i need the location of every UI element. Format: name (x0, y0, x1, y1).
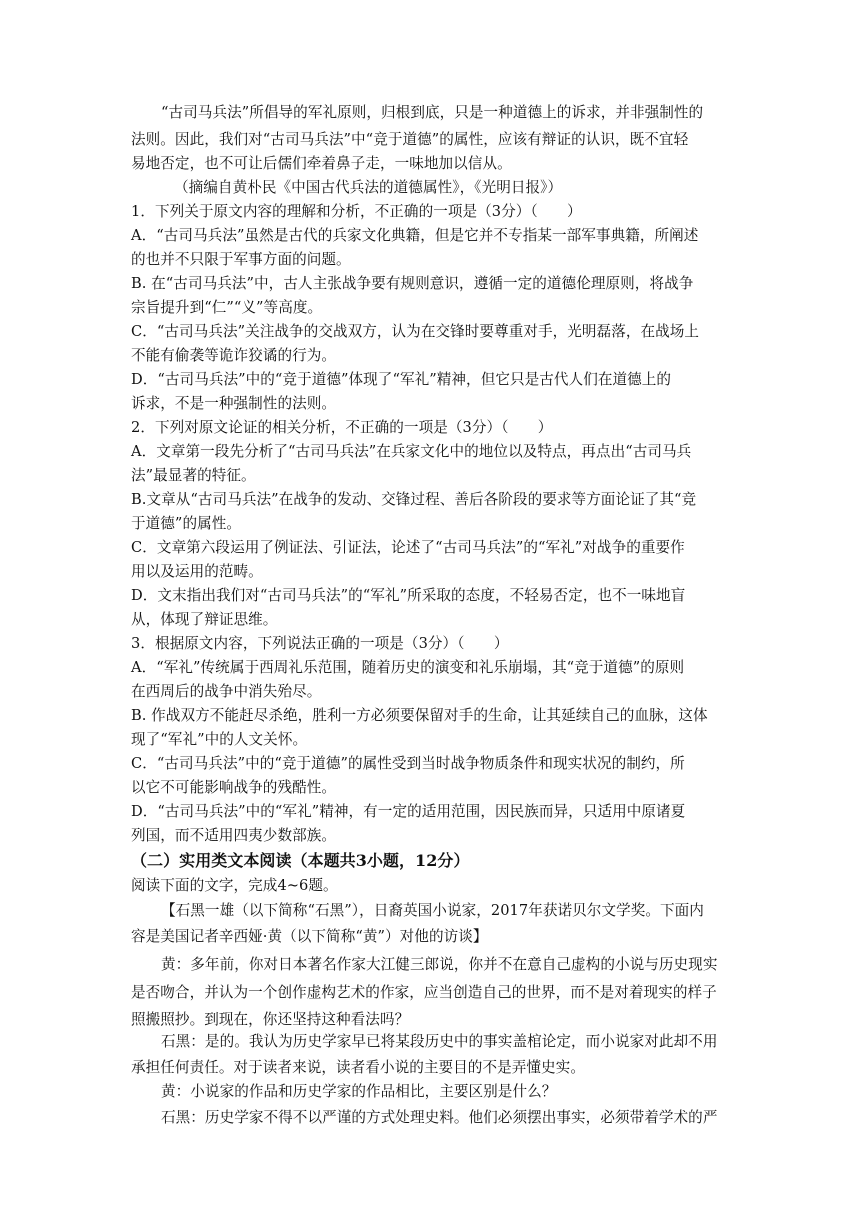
intro-note: 【石黑一雄（以下简称“石黑”），日裔英国小说家，2017年获诺贝尔文学奖。下面内 (161, 902, 704, 919)
text-line: 易地否定，也不可让后儒们牵着鼻子走，一味地加以信从。 (131, 155, 512, 172)
option-2c: 用以及运用的范畴。 (131, 563, 263, 580)
option-1c: C．“古司马兵法”关注战争的交战双方，认为在交锋时要尊重对手，光明磊落，在战场上 (131, 323, 700, 340)
option-2c: C．文章第六段运用了例证法、引证法，论述了“古司马兵法”的“军礼”对战争的重要作 (131, 539, 685, 556)
text-line: 法则。因此，我们对“古司马兵法”中“竞于道德”的属性，应该有辩证的认识，既不宜轻 (131, 131, 689, 148)
question-3: 3．根据原文内容，下列说法正确的一项是（3分）（ ） (131, 635, 509, 652)
option-1c: 不能有偷袭等诡诈狡谲的行为。 (131, 347, 337, 364)
option-3b: B. 作战双方不能赶尽杀绝，胜利一方必须要保留对手的生命，让其延续自己的血脉，这体 (131, 707, 708, 724)
option-3d: 列国，而不适用四夷少数部族。 (131, 827, 337, 844)
question-1: 1．下列关于原文内容的理解和分析，不正确的一项是（3分）（ ） (131, 203, 582, 220)
option-2a: 法”最显著的特征。 (131, 467, 256, 484)
text-line: “古司马兵法”所倡导的军礼原则，归根到底，只是一种道德上的诉求，并非强制性的 (161, 104, 704, 121)
option-1d: 诉求，不是一种强制性的法则。 (131, 395, 337, 412)
option-3c: C．“古司马兵法”中的“竞于道德”的属性受到当时战争物质条件和现实状况的制约，所 (131, 755, 685, 772)
option-3a: A．“军礼”传统属于西周礼乐范围，随着历史的演变和礼乐崩塌，其“竞于道德”的原则 (131, 659, 685, 676)
option-1d: D．“古司马兵法”中的“竞于道德”体现了“军礼”精神，但它只是古代人们在道德上的 (131, 371, 672, 388)
option-2a: A．文章第一段先分析了“古司马兵法”在兵家文化中的地位以及特点，再点出“古司马兵 (131, 443, 692, 460)
option-2d: 从，体现了辩证思维。 (131, 611, 278, 628)
interview-line: 是否吻合，并认为一个创作虚构艺术的作家，应当创造自己的世界，而不是对着现实的样子 (131, 984, 717, 1001)
interview-line: 石黑：是的。我认为历史学家早已将某段历史中的事实盖棺论定，而小说家对此却不用 (161, 1033, 718, 1050)
interview-line: 承担任何责任。对于读者来说，读者看小说的主要目的不是弄懂史实。 (131, 1059, 585, 1076)
option-2b: B.文章从“古司马兵法”在战争的发动、交锋过程、善后各阶段的要求等方面论证了其“竞 (131, 491, 697, 508)
interview-line: 黄：多年前，你对日本著名作家大江健三郎说，你并不在意自己虚构的小说与历史现实 (161, 956, 718, 973)
option-3b: 现了“军礼”中的人文关怀。 (131, 731, 308, 748)
section-heading: （二）实用类文本阅读（本题共3小题，12分） (131, 851, 470, 870)
instruction: 阅读下面的文字，完成4~6题。 (131, 877, 338, 894)
intro-note: 容是美国记者辛西娅·黄（以下简称“黄”）对他的访谈】 (131, 928, 488, 945)
option-3d: D．“古司马兵法”中的“军礼”精神，有一定的适用范围，因民族而异，只适用中原诸夏 (131, 803, 686, 820)
option-1a: 的也并不只限于军事方面的问题。 (131, 251, 351, 268)
interview-line: 石黑：历史学家不得不以严谨的方式处理史料。他们必须摆出事实，必须带着学术的严 (161, 1109, 718, 1126)
option-3a: 在西周后的战争中消失殆尽。 (131, 683, 322, 700)
interview-line: 照搬照抄。到现在，你还坚持这种看法吗？ (131, 1011, 410, 1028)
option-1a: A．“古司马兵法”虽然是古代的兵家文化典籍，但是它并不专指某一部军事典籍，所阐述 (131, 227, 699, 244)
option-2d: D．文末指出我们对“古司马兵法”的“军礼”所采取的态度，不轻易否定，也不一味地盲 (131, 587, 686, 604)
option-3c: 以它不可能影响战争的残酷性。 (131, 779, 337, 796)
question-2: 2．下列对原文论证的相关分析，不正确的一项是（3分）（ ） (131, 419, 553, 436)
option-1b: 宗旨提升到“仁”“义”等高度。 (131, 299, 323, 316)
option-1b: B. 在“古司马兵法”中，古人主张战争要有规则意识，遵循一定的道德伦理原则，将战争 (131, 275, 694, 292)
source-citation: （摘编自黄朴民《中国古代兵法的道德属性》，《光明日报》） (174, 179, 563, 196)
interview-line: 黄：小说家的作品和历史学家的作品相比，主要区别是什么？ (161, 1083, 557, 1100)
option-2b: 于道德”的属性。 (131, 515, 242, 532)
